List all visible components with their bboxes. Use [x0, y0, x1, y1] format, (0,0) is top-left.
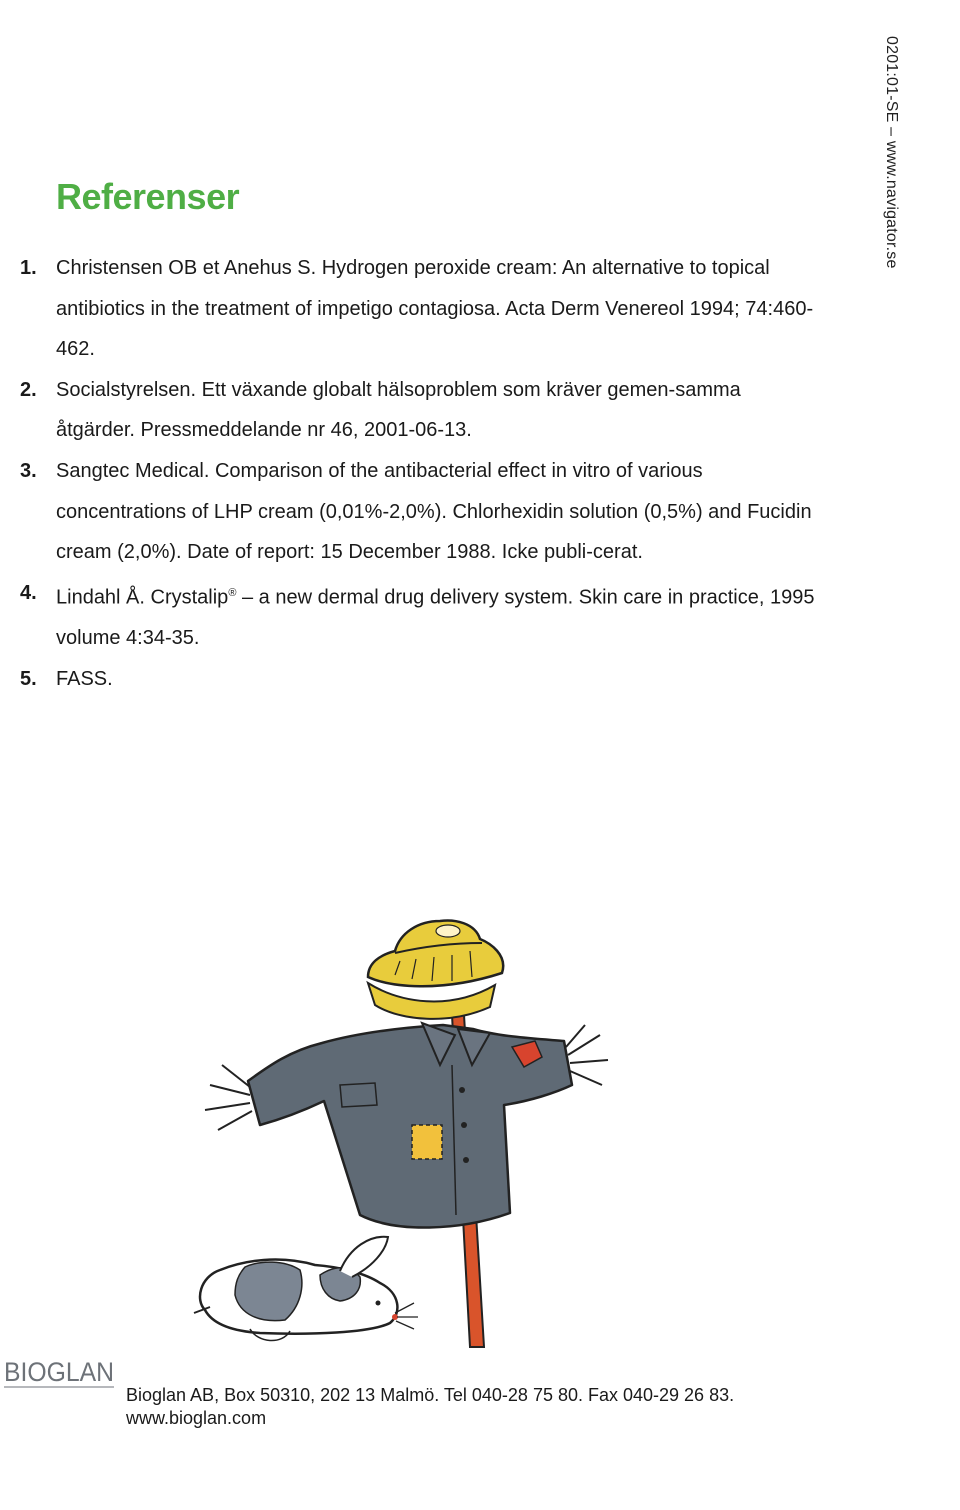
- reference-item: [20, 451, 820, 573]
- reference-number: 5.: [20, 667, 37, 690]
- reference-item: [20, 573, 820, 659]
- reference-list: [20, 248, 820, 699]
- reference-number: 2.: [20, 378, 37, 401]
- reference-text: FASS.: [56, 667, 113, 690]
- footer-address: Bioglan AB, Box 50310, 202 13 Malmö. Tel 040-28 75 80. Fax 040-29 26 83.: [126, 1385, 735, 1405]
- reference-text-continued: – a new dermal drug delivery system. Skin care in practice, 1995 volume 4:34-35.: [56, 586, 815, 649]
- logo-wordmark: BIOGLAN: [4, 1357, 114, 1387]
- page-title: Referenser: [56, 176, 240, 217]
- reference-number: 1.: [20, 257, 37, 279]
- reference-item: [20, 370, 820, 451]
- reference-number: 4.: [20, 581, 37, 604]
- reference-text: Lindahl Å. Crystalip: [56, 586, 229, 609]
- right-straw-hand: [566, 1025, 608, 1085]
- scarecrow-rabbit-illustration: [190, 915, 620, 1355]
- left-straw-hand: [205, 1065, 252, 1130]
- rabbit: [194, 1237, 418, 1341]
- reference-text: Christensen OB et Anehus S. Hydrogen peroxide cream: An alternative to topical antibiotics in the treatment of impetigo contagiosa. Acta Derm Venereol 1994; 74:460-462.: [56, 257, 814, 361]
- reference-item: [20, 659, 820, 700]
- registered-mark: ®: [228, 586, 237, 599]
- shirt-patch: [412, 1125, 442, 1159]
- reference-item: [20, 248, 820, 370]
- reference-text: Sangtec Medical. Comparison of the antibacterial effect in vitro of various concentrations of LHP cream (0,01%-2,0%). Chlorhexidin solution (0,5%) and Fucidin cream (2,0%). Date of report: 15 December 1988. Icke publi-cerat.: [56, 459, 812, 564]
- document-code: 0201:01-SE – www.navigator.se: [883, 36, 900, 269]
- footer-website[interactable]: www.bioglan.com: [126, 1408, 267, 1428]
- reference-text: Socialstyrelsen. Ett växande globalt hälsoproblem som kräver gemen-samma åtgärder. Pressmeddelande nr 46, 2001-06-13.: [56, 378, 741, 442]
- reference-number: 3.: [20, 459, 37, 482]
- straw-hat: [368, 921, 503, 987]
- bioglan-logo: [4, 1355, 119, 1391]
